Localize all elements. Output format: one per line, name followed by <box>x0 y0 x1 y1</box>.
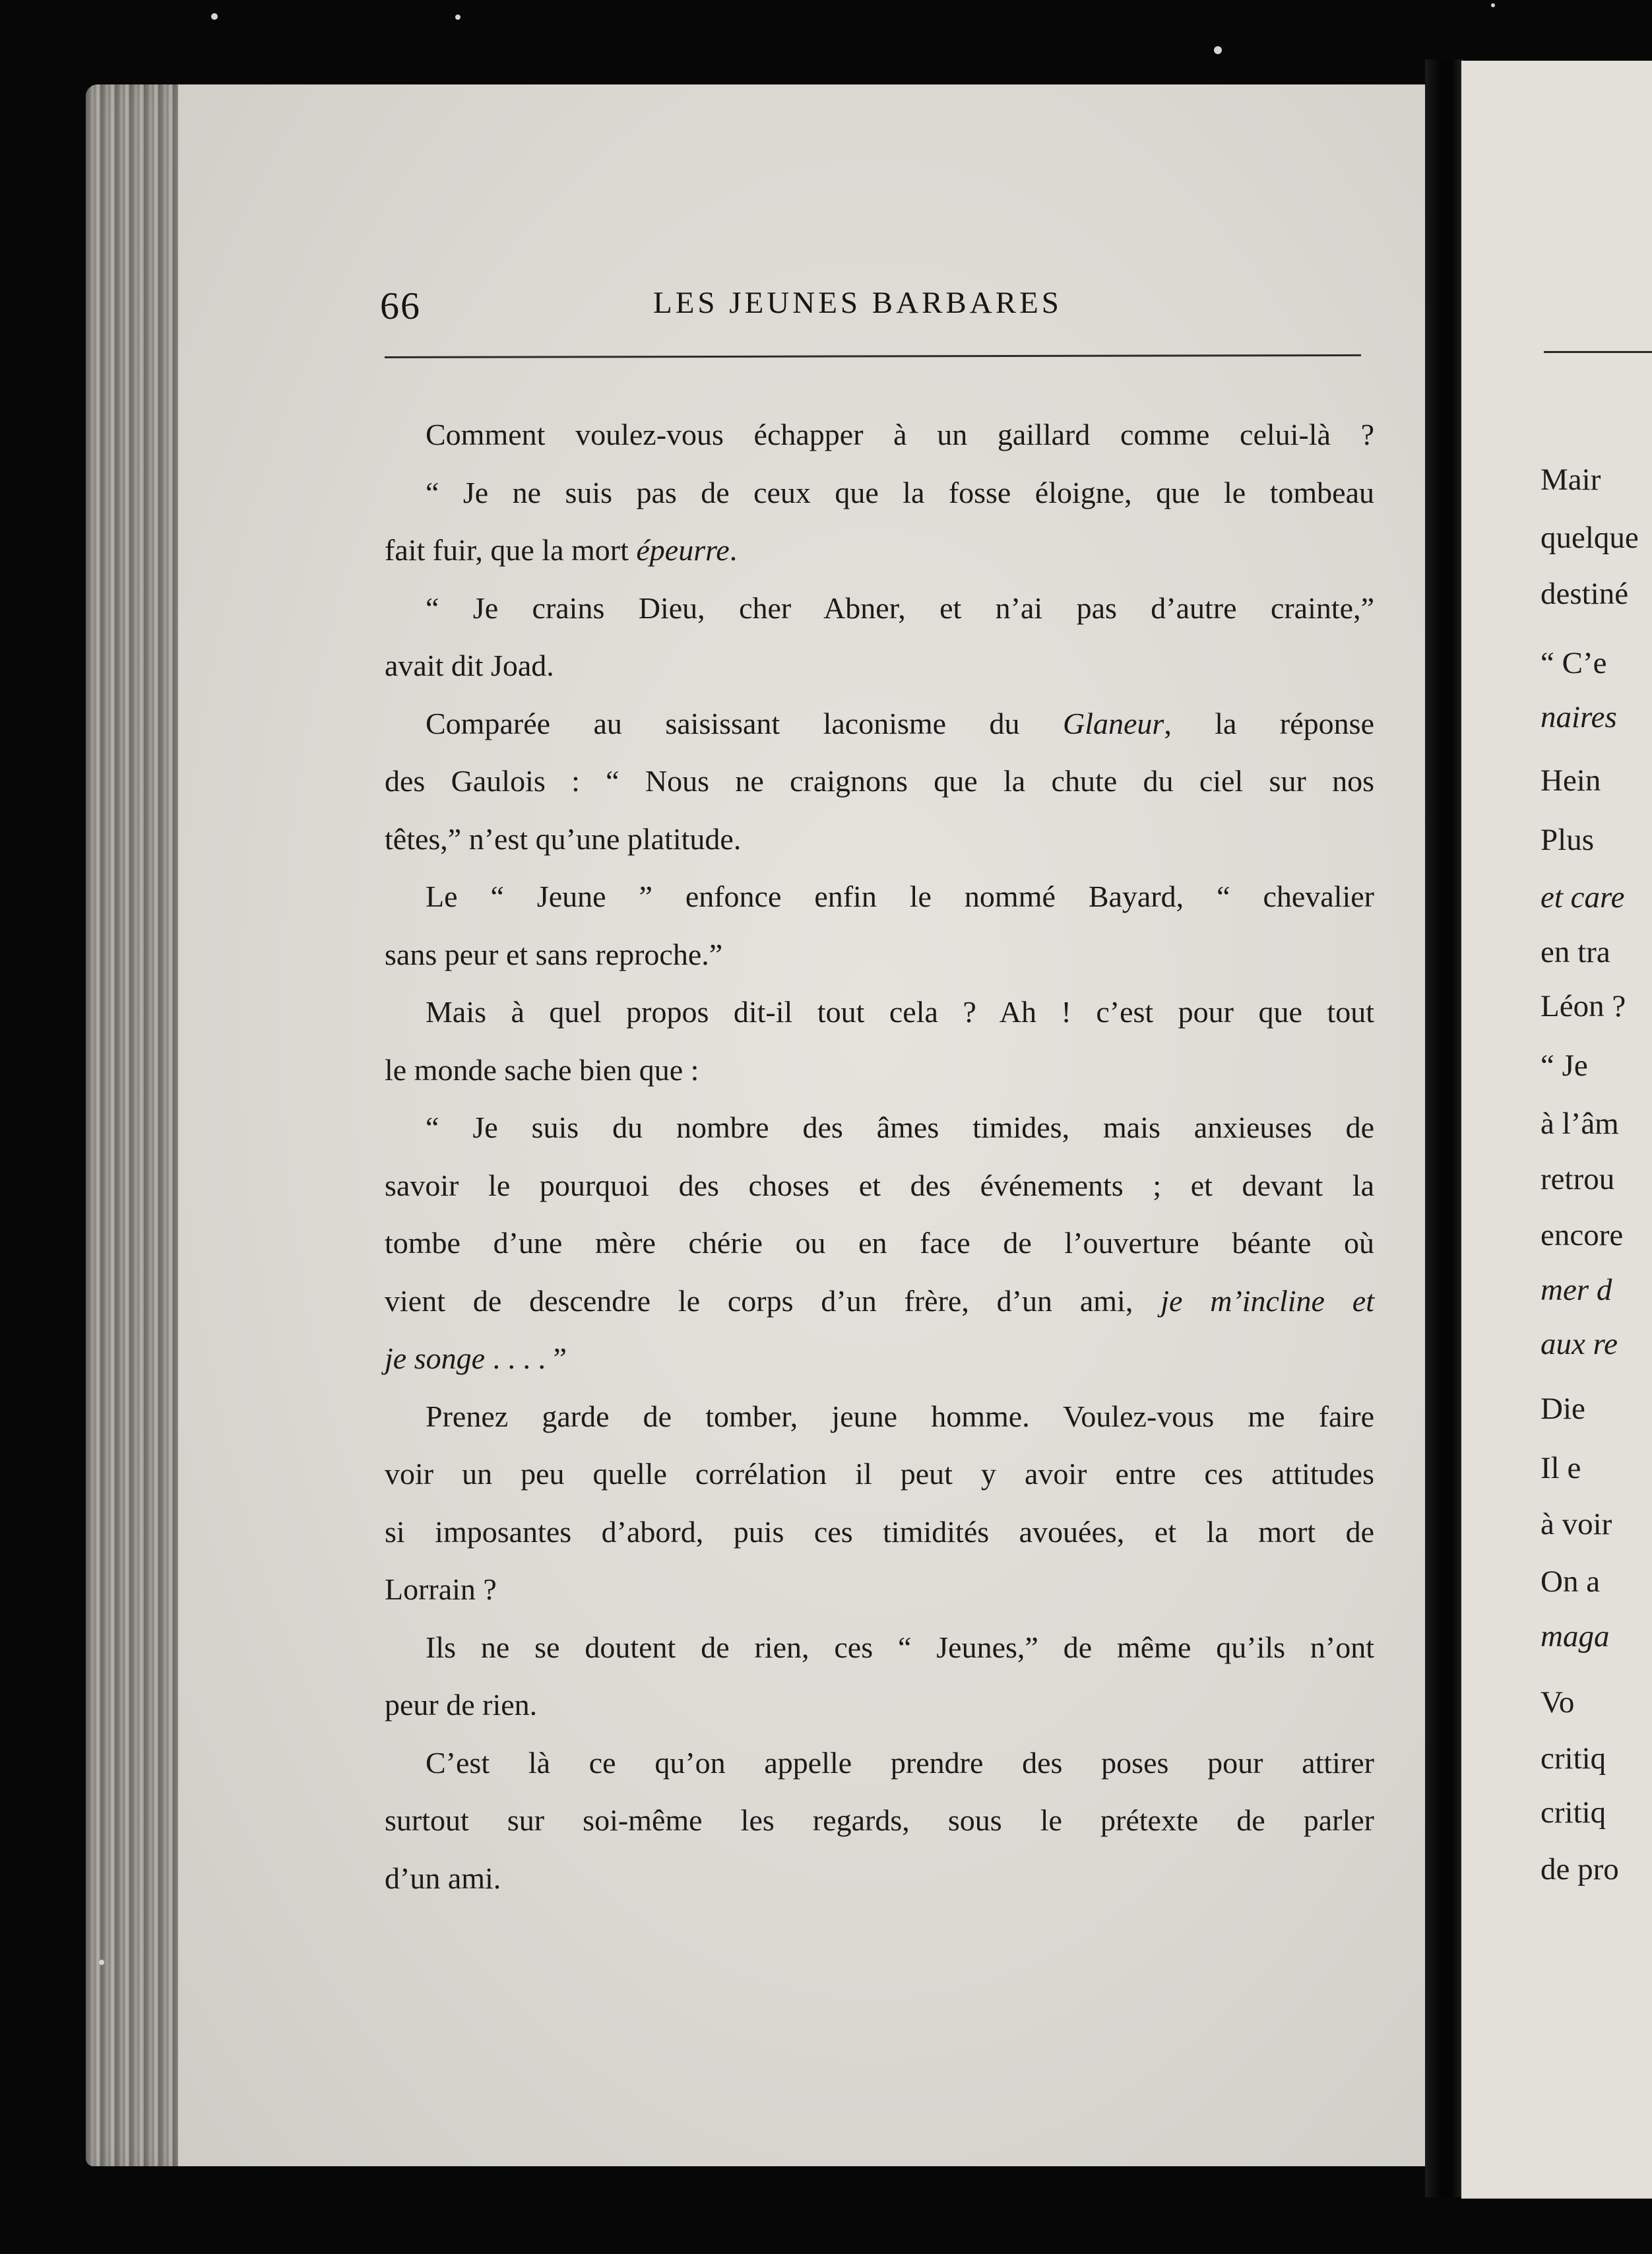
text-line: Ils ne se doutent de rien, ces “ Jeunes,” de même qu’ils n’ont <box>426 1630 1374 1664</box>
right-page-line: On a <box>1541 1564 1601 1599</box>
page-number: 66 <box>380 284 421 327</box>
right-page-line: destiné <box>1541 577 1629 611</box>
right-page-line: quelque <box>1541 521 1639 555</box>
right-page-line: Plus <box>1541 823 1594 857</box>
right-page-line: critiq <box>1541 1795 1606 1830</box>
right-page-line: encore <box>1541 1218 1624 1252</box>
right-page-line: maga <box>1541 1619 1610 1654</box>
speck <box>211 13 218 20</box>
right-header-rule <box>1544 351 1652 353</box>
text-line: Comparée au saisissant laconisme du Glaneur, la réponse <box>426 706 1374 740</box>
text-line: C’est là ce qu’on appelle prendre des poses pour attirer <box>426 1745 1374 1780</box>
text-line: vient de descendre le corps d’un frère, d’un ami, je m’incline et <box>385 1283 1374 1318</box>
right-page-line: “ C’e <box>1541 646 1607 680</box>
text-line: têtes,” n’est qu’une platitude. <box>385 821 742 856</box>
right-page-line: retrou <box>1541 1162 1615 1196</box>
text-line: Lorrain ? <box>385 1572 497 1606</box>
text-line: Le “ Jeune ” enfonce enfin le nommé Bayard, “ chevalier <box>426 880 1374 913</box>
right-page-line: Léon ? <box>1541 989 1626 1023</box>
text-line: si imposantes d’abord, puis ces timidités avouées, et la mort de <box>385 1514 1374 1549</box>
right-page-line: naires <box>1541 700 1617 734</box>
book-gutter <box>1425 59 1463 2197</box>
speck <box>455 15 461 20</box>
right-page-line: et care <box>1541 880 1625 915</box>
text-line: “ Je crains Dieu, cher Abner, et n’ai pas d’autre crainte,” <box>426 591 1374 625</box>
text-line: Comment voulez-vous échapper à un gaillard comme celui-là ? <box>426 418 1374 451</box>
text-line: je songe . . . . ” <box>385 1341 567 1375</box>
speck <box>1214 46 1222 54</box>
text-line: savoir le pourquoi des choses et des événements ; et devant la <box>385 1168 1374 1202</box>
text-line: d’un ami. <box>385 1861 501 1895</box>
text-line: Mais à quel propos dit-il tout cela ? Ah ! c’est pour que tout <box>426 995 1374 1029</box>
text-line: avait dit Joad. <box>385 649 554 682</box>
body-text <box>385 406 1374 1907</box>
right-page-line: Mair <box>1541 463 1601 497</box>
right-page-line: “ Je <box>1541 1048 1588 1083</box>
right-page-line: à voir <box>1541 1507 1612 1541</box>
right-page-line: Il e <box>1541 1451 1581 1485</box>
text-line: le monde sache bien que : <box>385 1052 699 1087</box>
text-line: voir un peu quelle corrélation il peut y avoir entre ces attitudes <box>385 1457 1374 1491</box>
right-page-line: en tra <box>1541 935 1610 969</box>
text-line: Prenez garde de tomber, jeune homme. Voulez-vous me faire <box>426 1399 1374 1433</box>
text-line: peur de rien. <box>385 1688 538 1722</box>
right-page-line: critiq <box>1541 1741 1606 1776</box>
right-page <box>1461 61 1652 2199</box>
right-page-line: Hein <box>1541 763 1601 798</box>
right-page-line: mer d <box>1541 1273 1612 1307</box>
speck <box>1491 3 1495 7</box>
right-page-line: Die <box>1541 1392 1585 1426</box>
text-line: tombe d’une mère chérie ou en face de l’ouverture béante où <box>385 1226 1374 1260</box>
running-title: LES JEUNES BARBARES <box>653 286 1062 320</box>
page-edges <box>86 84 178 2166</box>
text-line: des Gaulois : “ Nous ne craignons que la chute du ciel sur nos <box>385 764 1374 798</box>
text-line: “ Je ne suis pas de ceux que la fosse éloigne, que le tombeau <box>426 475 1374 509</box>
right-page-line: à l’âm <box>1541 1107 1619 1141</box>
text-line: surtout sur soi-même les regards, sous le prétexte de parler <box>385 1803 1374 1837</box>
text-line: sans peur et sans reproche.” <box>385 937 723 971</box>
right-page-line: Vo <box>1541 1685 1575 1720</box>
text-line: fait fuir, que la mort épeurre. <box>385 533 738 567</box>
right-page-line: aux re <box>1541 1327 1618 1361</box>
speck <box>99 1960 104 1965</box>
text-line: “ Je suis du nombre des âmes timides, mais anxieuses de <box>426 1111 1374 1144</box>
right-page-line: de pro <box>1541 1852 1619 1886</box>
